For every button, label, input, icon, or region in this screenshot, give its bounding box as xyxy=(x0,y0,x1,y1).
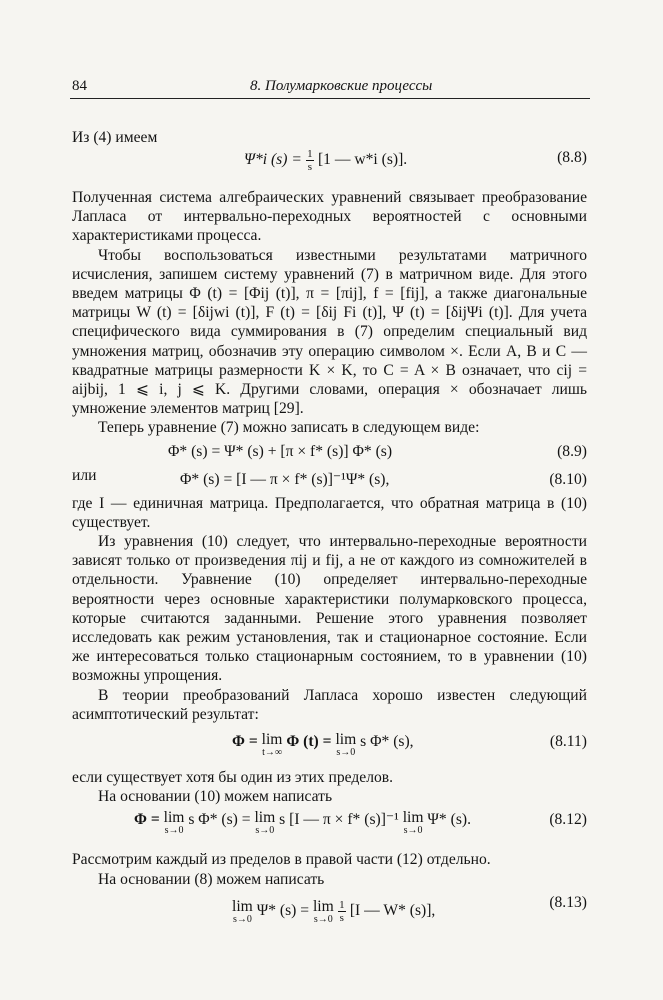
paragraph: где I — единичная матрица. Предполагается, что обратная матрица в (10) существует. xyxy=(72,494,587,531)
paragraph: Из уравнения (10) следует, что интервально-переходные вероятности зависят только от произведения πij и fij, а не от каждого из сомножителей в отдельности. Уравнение (10) определяет интервально-переходные вероятности через основные характеристики полумарковского процесса, которые считаются заданными. Решение этого уравнения позволяет исследовать как режим установления, так и стационарное состояние. Если же интересоваться только стационарным состоянием, то в уравнении (10) возможны упрощения. xyxy=(72,533,587,685)
equation-8-8: Ψ*i (s) = $\frac{1}{s}$ [1 — w*i (s)]. xyxy=(244,148,408,173)
page-number: 84 xyxy=(72,78,87,94)
paragraph: В теории преобразований Лапласа хорошо известен следующий асимптотический результат: xyxy=(72,686,587,723)
equation-number: (8.8) xyxy=(557,149,587,166)
paragraph: На основании (10) можем написать xyxy=(98,788,333,806)
equation-8-12: Φ = lim s→0 s Φ* (s) = lim s→0 s [I — π × f* (s)]⁻¹ lim s→0 Ψ* (s). xyxy=(134,809,471,837)
limit-operator: lim t→∞ xyxy=(261,731,283,759)
fraction: $\frac{1}{s}$ xyxy=(339,898,345,924)
paragraph: Чтобы воспользоваться известными результатами матричного исчисления, запишем систему уравнений (7) в матричном виде. Для этого введем матрицы Φ (t) = [Φij (t)], π = [πij], f = [fij], а также диагональные матрицы W (t) = [δijwi (t)], F (t) = [δij Fi (t)], Ψ (t) = [δijΨi (t)]. Для учета специфического вида суммирования в (7) определим специальный вид умножения матриц, обозначив эту операцию символом ×. Если A, B и C — квадратные матрицы размерности K × K, то C = A × B означает, что cij = aijbij, 1 ⩽ i, j ⩽ K. Другими словами, операция × обозначает лишь умножение элементов матриц [29]. xyxy=(72,246,587,418)
page-header xyxy=(70,76,590,99)
paragraph: Полученная система алгебраических уравнений связывает преобразование Лапласа от интервально-переходных вероятностей с основными характеристиками процесса. xyxy=(72,189,587,245)
running-title: 8. Полумарковские процессы xyxy=(250,78,433,94)
paragraph: На основании (8) можем написать xyxy=(98,870,325,888)
equation-8-12-row xyxy=(72,806,587,850)
fraction: $\frac{1}{s}$ xyxy=(307,148,313,173)
limit-operator: lim s→0 xyxy=(402,809,424,837)
limit-operator: lim s→0 xyxy=(335,731,357,759)
body-text xyxy=(72,128,587,933)
equation-8-11-row xyxy=(72,724,587,768)
equation-8-11: Φ = lim t→∞ Φ (t) = lim s→0 s Φ* (s), xyxy=(232,731,414,759)
equation-number: (8.9) xyxy=(557,442,587,460)
paragraph: если существует хотя бы один из этих пределов. xyxy=(72,769,394,787)
equation-number: (8.12) xyxy=(549,811,587,829)
equation-number: (8.10) xyxy=(549,470,587,488)
equation-8-10-row xyxy=(72,466,587,494)
limit-operator: lim s→0 xyxy=(254,809,276,837)
paragraph: или xyxy=(72,466,97,484)
paragraph: Из (4) имеем xyxy=(72,129,158,146)
equation-8-9-row xyxy=(72,438,587,466)
equation-8-13: lim s→0 Ψ* (s) = lim s→0 $\frac{1}{s}$ [I — W* (s)], xyxy=(232,897,436,925)
equation-8-8-row xyxy=(72,128,587,173)
limit-operator: lim s→0 xyxy=(232,897,253,925)
equation-8-13-row xyxy=(72,889,587,933)
limit-operator: lim s→0 xyxy=(163,809,185,837)
paragraph: Рассмотрим каждый из пределов в правой части (12) отдельно. xyxy=(72,851,491,869)
equation-number: (8.11) xyxy=(549,733,587,751)
paragraph: Теперь уравнение (7) можно записать в следующем виде: xyxy=(98,419,480,437)
equation-number: (8.13) xyxy=(549,893,587,911)
limit-operator: lim s→0 xyxy=(312,897,334,925)
equation-8-10: Φ* (s) = [I — π × f* (s)]⁻¹Ψ* (s), xyxy=(180,470,390,488)
equation-8-9: Φ* (s) = Ψ* (s) + [π × f* (s)] Φ* (s) xyxy=(168,442,393,460)
